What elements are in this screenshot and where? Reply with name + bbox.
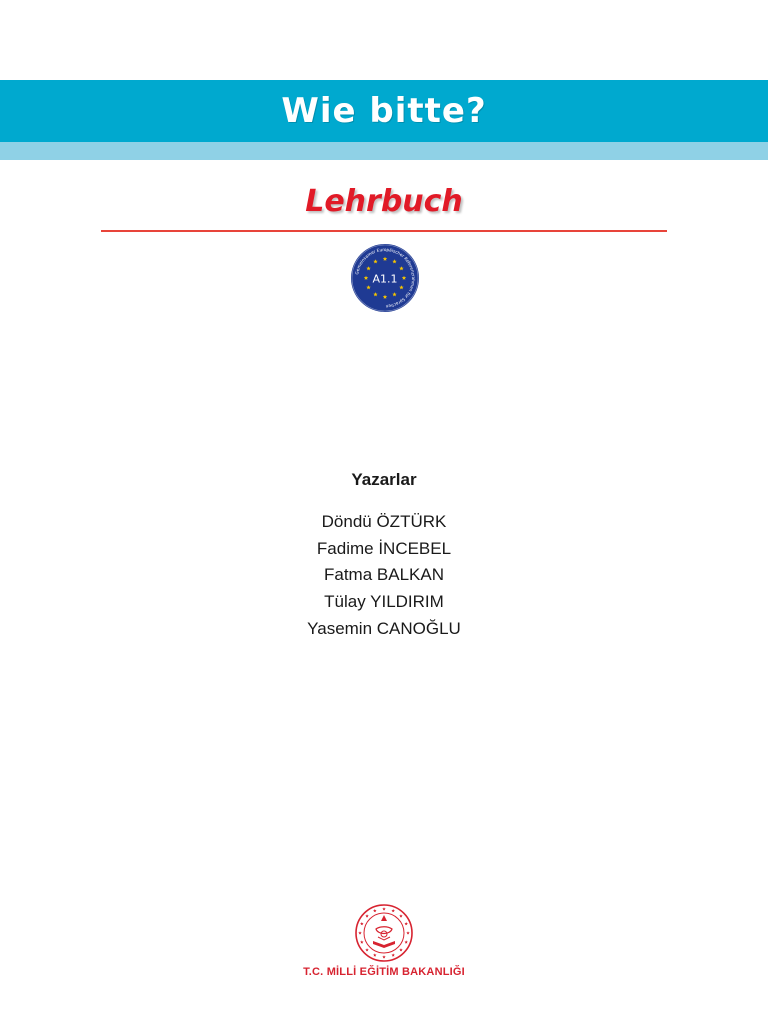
- star-icon: [382, 955, 385, 958]
- star-icon: [358, 931, 361, 934]
- author-name: Döndü ÖZTÜRK: [321, 512, 447, 531]
- ministry-seal-icon: [354, 903, 414, 963]
- subtitle-divider: [101, 230, 667, 232]
- star-icon: [399, 914, 402, 917]
- star-icon: [373, 909, 376, 912]
- publisher-name: T.C. MİLLİ EĞİTİM BAKANLIĞI: [303, 966, 465, 978]
- author-name: Tülay YILDIRIM: [324, 592, 444, 612]
- svg-text:Gemeinsamer Europäischer Refer: Gemeinsamer Europäischer Referenzrahmen für Sprachen: [354, 246, 417, 310]
- author-name: Yasemin CANOĞLU: [307, 618, 461, 638]
- author-name: Fatma BALKAN: [324, 565, 444, 585]
- star-icon: [382, 907, 385, 910]
- star-icon: [404, 940, 407, 943]
- star-icon: [399, 948, 402, 951]
- book-subtitle: Lehrbuch: [305, 184, 463, 219]
- header-band: [0, 80, 768, 142]
- star-icon: [373, 953, 376, 956]
- header-band-accent: [0, 142, 768, 160]
- star-icon: [391, 909, 394, 912]
- star-icon: [365, 948, 368, 951]
- star-icon: [391, 953, 394, 956]
- book-title: Wie bitte?: [281, 91, 487, 131]
- authors-list: [0, 509, 768, 643]
- author-name: Fadime İNCEBEL: [316, 538, 452, 558]
- star-icon: [365, 914, 368, 917]
- cefr-level-badge-icon: [350, 243, 420, 313]
- star-icon: [360, 922, 363, 925]
- star-icon: [404, 922, 407, 925]
- authors-heading: Yazarlar: [351, 470, 417, 489]
- star-icon: [360, 940, 363, 943]
- star-icon: [406, 931, 409, 934]
- level-badge-label: A1.1: [372, 272, 398, 286]
